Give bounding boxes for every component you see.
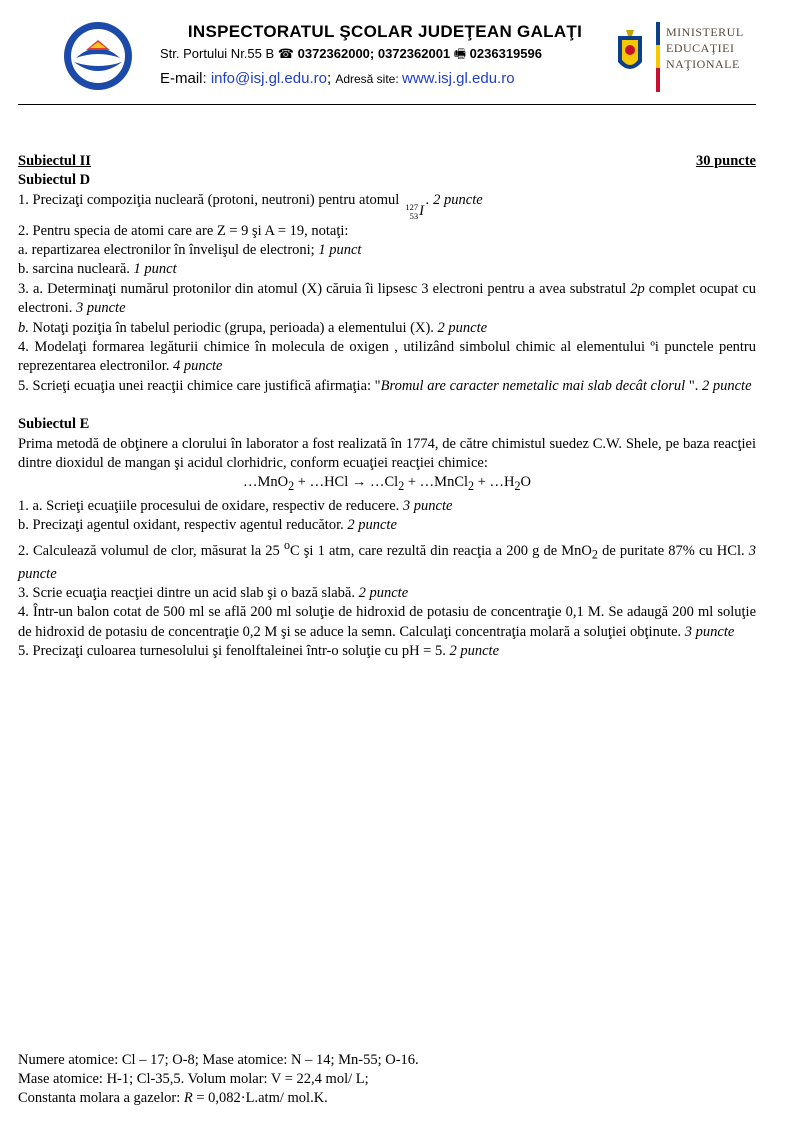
d-question-2: 2. Pentru specia de atomi care are Z = 9 şi A = 19, notaţi: xyxy=(18,222,349,239)
d-question-5 xyxy=(18,377,756,396)
inspectorate-logo xyxy=(62,20,134,92)
eq-part-1: …MnO xyxy=(242,474,289,491)
e-question-3 xyxy=(18,584,756,603)
d-question-4 xyxy=(18,338,756,377)
footer-line-1: Numere atomice: Cl – 17; O-8; Mase atomice: N – 14; Mn-55; O-16. xyxy=(18,1052,419,1068)
eq-sub-3: 2 xyxy=(468,479,475,494)
e-q1b-text: b. Precizaţi agentul oxidant, respectiv agentul reducător. xyxy=(18,517,344,534)
d-q5-points: 2 puncte xyxy=(701,377,752,394)
institution-name: INSPECTORATUL ŞCOLAR JUDEŢEAN GALAŢI xyxy=(187,22,583,41)
d-q1-text: 1. Precizaţi compoziţia nucleară (protoni, neutroni) pentru atomul xyxy=(18,191,400,208)
d-question-1 xyxy=(18,191,756,222)
site-link[interactable]: www.isj.gl.edu.ro xyxy=(402,70,515,87)
separator: ; xyxy=(326,70,336,87)
e-q2-points: 3 puncte xyxy=(18,542,756,582)
d-q5-quote: Bromul are caracter nemetalic mai slab decât clorul xyxy=(380,377,686,394)
eq-sub-1: 2 xyxy=(288,479,295,494)
fax-icon: 🖷 xyxy=(453,46,467,61)
d-q3b-label: b. xyxy=(18,319,29,336)
ministry-line-2: EDUCAŢIEI xyxy=(666,41,735,55)
letterhead-text xyxy=(160,22,600,87)
eq-sub-4: 2 xyxy=(514,479,521,494)
reaction-equation xyxy=(18,473,756,496)
subject-ii-heading xyxy=(18,152,756,171)
e-q2-text-b: C şi 1 atm, care rezultă din reacţia a 200 g de MnO xyxy=(289,542,592,559)
e-question-5 xyxy=(18,642,756,661)
ministry-line-3: NAŢIONALE xyxy=(666,57,740,71)
d-q4-points: 4 puncte xyxy=(172,358,223,375)
e-question-2 xyxy=(18,536,756,585)
d-q3b-points: 2 puncte xyxy=(437,319,488,336)
phone-icon: ☎ xyxy=(277,46,294,61)
atomic-number: 53 xyxy=(409,210,419,221)
header-divider xyxy=(18,104,756,105)
d-q3b-text: Notaţi poziţia în tabelul periodic (grupa, perioada) a elementului (X). xyxy=(32,319,434,336)
d-q1-points: . 2 puncte xyxy=(425,191,483,208)
mass-number: 127 xyxy=(405,201,419,212)
e-intro: Prima metodă de obţinere a clorului în laborator a fost realizată în 1774, de către chimistul suedez C.W. Shele, pe baza reacţiei dintre dioxidul de mangan şi acidul clorhidric, conform ecuaţiei reacţiei chimice: xyxy=(18,435,756,471)
e-q3-text: 3. Scrie ecuaţia reacţiei dintre un acid slab şi o bază slabă. xyxy=(18,585,355,602)
e-question-1b xyxy=(18,516,756,535)
d-question-3b xyxy=(18,319,756,338)
e-q5-points: 2 puncte xyxy=(449,643,500,660)
site-label: Adresă site: xyxy=(335,72,403,86)
d-q2a-points: 1 punct xyxy=(318,241,362,258)
e-q2-text-c: de puritate 87% cu HCl. xyxy=(597,542,745,559)
e-q4-points: 3 puncte xyxy=(684,623,735,640)
e-q3-points: 2 puncte xyxy=(358,585,409,602)
ministry-logo xyxy=(612,22,762,92)
eq-part-5: O xyxy=(520,474,532,491)
e-q5-text: 5. Precizaţi culoarea turnesolului şi fenolftaleinei într-o soluţie cu pH = 5. xyxy=(18,643,446,660)
footer-line-3-b: = 0,082·L.atm/ mol.K. xyxy=(192,1090,328,1106)
degree-sign: o xyxy=(283,537,290,552)
subject-ii-title: Subiectul II xyxy=(18,153,91,169)
footer-line-2: Mase atomice: H-1; Cl-35,5. Volum molar: V = 22,4 mol/ L; xyxy=(18,1071,369,1087)
eq-part-3: + …MnCl xyxy=(404,474,469,491)
d-q3a-text: 3. a. Determinaţi numărul protonilor din atomul (X) căruia îi lipsesc 3 electroni pentru a avea substratul xyxy=(18,280,627,297)
d-q5-text: 5. Scrieţi ecuaţia unei reacţii chimice care justifică afirmaţia: " xyxy=(18,377,381,394)
eq-sub-2: 2 xyxy=(398,479,405,494)
e-q4-text: 4. Într-un balon cotat de 500 ml se află 200 ml soluţie de hidroxid de potasiu de concentraţie 0,1 M. Se adaugă 200 ml soluţie de hidroxid de potasiu de concentraţie 0,2 M şi se aduce la semn. Calculaţi concentraţia molară a soluţiei obţinute. xyxy=(18,604,756,640)
subject-d-title: Subiectul D xyxy=(18,172,91,189)
ministry-name xyxy=(666,24,744,72)
d-q2a-text: a. repartizarea electronilor în învelişul de electroni; xyxy=(18,241,315,258)
phone-numbers: 0372362000; 0372362001 xyxy=(297,46,451,61)
eq-part-4: + …H xyxy=(474,474,515,491)
constants-footer xyxy=(18,1051,756,1108)
e-q1a-text: 1. a. Scrieţi ecuaţiile procesului de oxidare, respectiv de reducere. xyxy=(18,497,400,514)
footer-line-3 xyxy=(18,1089,756,1108)
d-q2b-text: b. sarcina nucleară. xyxy=(18,261,130,278)
d-q3a-substrate: 2p xyxy=(630,280,645,297)
e-q1b-points: 2 puncte xyxy=(347,517,397,534)
eq-part-2: + …HCl → …Cl xyxy=(294,474,399,491)
gas-constant-symbol: R xyxy=(183,1090,193,1106)
tricolor-bar xyxy=(656,22,660,92)
element-symbol: I xyxy=(419,203,424,220)
ministry-line-1: MINISTERUL xyxy=(666,25,744,39)
subject-e-title: Subiectul E xyxy=(18,416,90,433)
e-question-4 xyxy=(18,603,756,642)
exam-content xyxy=(18,152,756,662)
footer-line-3-a: Constanta molara a gazelor: xyxy=(18,1090,184,1106)
subject-ii-points: 30 puncte xyxy=(695,153,756,169)
fax-number: 0236319596 xyxy=(466,46,542,61)
d-q2b-points: 1 punct xyxy=(133,261,177,278)
d-q4-text: 4. Modelaţi formarea legăturii chimice în molecula de oxigen , utilizând simbolul chimic al elementului ºi punctele pentru reprezentarea electronilor. xyxy=(18,338,756,375)
address-line xyxy=(160,45,600,67)
d-question-2b xyxy=(18,260,756,279)
letterhead xyxy=(0,0,800,110)
d-question-2a xyxy=(18,241,756,260)
e-question-1a xyxy=(18,497,756,516)
d-q3a-cont: complet ocupat cu electroni. xyxy=(18,280,757,317)
d-q5-end: ". xyxy=(685,377,699,394)
address: Str. Portului Nr.55 B xyxy=(160,46,278,61)
e-q2-text-a: 2. Calculează volumul de clor, măsurat la 25 xyxy=(18,542,280,559)
isotope-notation xyxy=(405,202,424,221)
email-link[interactable]: info@isj.gl.edu.ro xyxy=(210,70,327,87)
e-q1a-points: 3 puncte xyxy=(402,497,453,514)
d-q3a-points: 3 puncte xyxy=(75,300,126,317)
email-label: E-mail: xyxy=(160,70,211,87)
coat-of-arms-icon xyxy=(612,26,648,82)
e-q2-sub: 2 xyxy=(591,547,598,562)
d-question-3a xyxy=(18,280,756,319)
contact-line xyxy=(160,70,600,87)
